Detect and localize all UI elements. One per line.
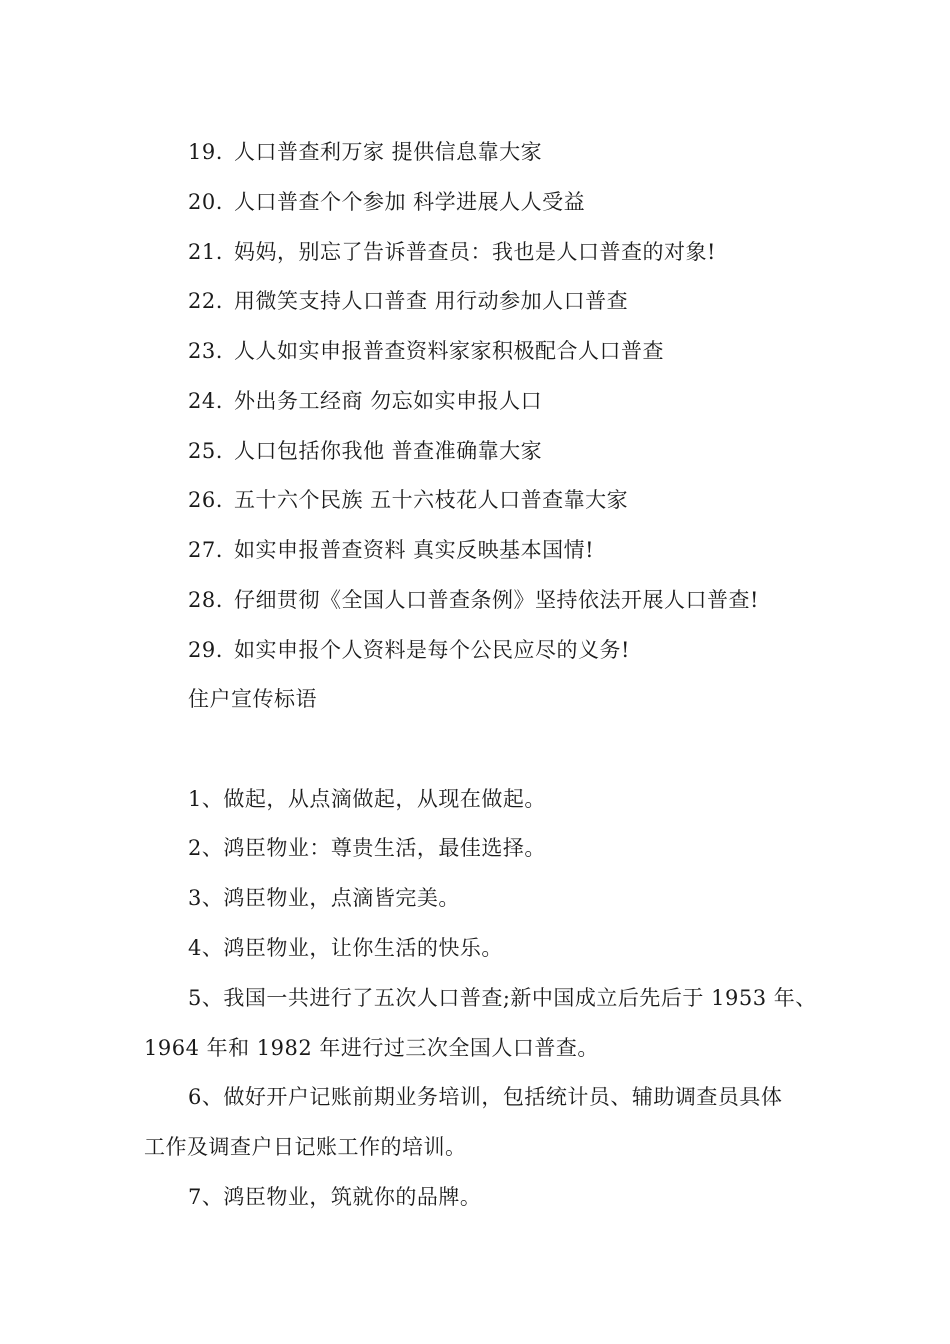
slogan-item-27 [188, 536, 594, 564]
item-number: 28. [188, 588, 223, 612]
item-number: 22. [188, 289, 223, 313]
slogan-item-24 [188, 387, 542, 415]
slogan-item-19 [188, 138, 542, 166]
item-number: 27. [188, 538, 223, 562]
item-number: 19. [188, 140, 223, 164]
resident-slogan-6-line-2: 工作及调查户日记账工作的培训。 [144, 1135, 467, 1159]
resident-slogan-7: 7、鸿臣物业，筑就你的品牌。 [188, 1185, 482, 1209]
resident-slogan-3: 3、鸿臣物业，点滴皆完美。 [188, 886, 460, 910]
resident-slogan-1: 1、做起，从点滴做起，从现在做起。 [188, 787, 546, 811]
item-text: 人人如实申报普查资料家家积极配合人口普查 [234, 339, 664, 363]
resident-slogan-5-line-1: 5、我国一共进行了五次人口普查;新中国成立后先后于 1953 年、 [188, 986, 817, 1010]
item-number: 26. [188, 488, 223, 512]
slogan-item-28 [188, 586, 759, 614]
item-number: 20. [188, 190, 223, 214]
item-number: 24. [188, 389, 223, 413]
item-text: 五十六个民族 五十六枝花人口普查靠大家 [234, 488, 629, 512]
item-text: 外出务工经商 勿忘如实申报人口 [234, 389, 543, 413]
slogan-item-22 [188, 287, 628, 315]
item-text: 妈妈，别忘了告诉普查员：我也是人口普查的对象! [234, 240, 716, 264]
item-number: 25. [188, 439, 223, 463]
item-text: 仔细贯彻《全国人口普查条例》坚持依法开展人口普查! [234, 588, 759, 612]
item-text: 人口普查利万家 提供信息靠大家 [234, 140, 543, 164]
slogan-item-29 [188, 636, 630, 664]
slogan-item-26 [188, 486, 628, 514]
resident-slogan-4: 4、鸿臣物业，让你生活的快乐。 [188, 936, 503, 960]
slogan-item-23 [188, 337, 664, 365]
section-heading: 住户宣传标语 [188, 687, 317, 711]
resident-slogan-6-line-1: 6、做好开户记账前期业务培训，包括统计员、辅助调查员具体 [188, 1085, 783, 1109]
item-number: 29. [188, 638, 223, 662]
item-number: 21. [188, 240, 223, 264]
item-text: 如实申报个人资料是每个公民应尽的义务! [234, 638, 630, 662]
resident-slogan-5-line-2: 1964 年和 1982 年进行过三次全国人口普查。 [144, 1036, 599, 1060]
item-text: 如实申报普查资料 真实反映基本国情! [234, 538, 595, 562]
slogan-item-25 [188, 437, 542, 465]
item-text: 人口包括你我他 普查准确靠大家 [234, 439, 543, 463]
item-text: 用微笑支持人口普查 用行动参加人口普查 [234, 289, 629, 313]
slogan-item-20 [188, 188, 585, 216]
slogan-item-21 [188, 238, 716, 266]
item-text: 人口普查个个参加 科学进展人人受益 [234, 190, 586, 214]
item-number: 23. [188, 339, 223, 363]
resident-slogan-2: 2、鸿臣物业：尊贵生活，最佳选择。 [188, 836, 546, 860]
